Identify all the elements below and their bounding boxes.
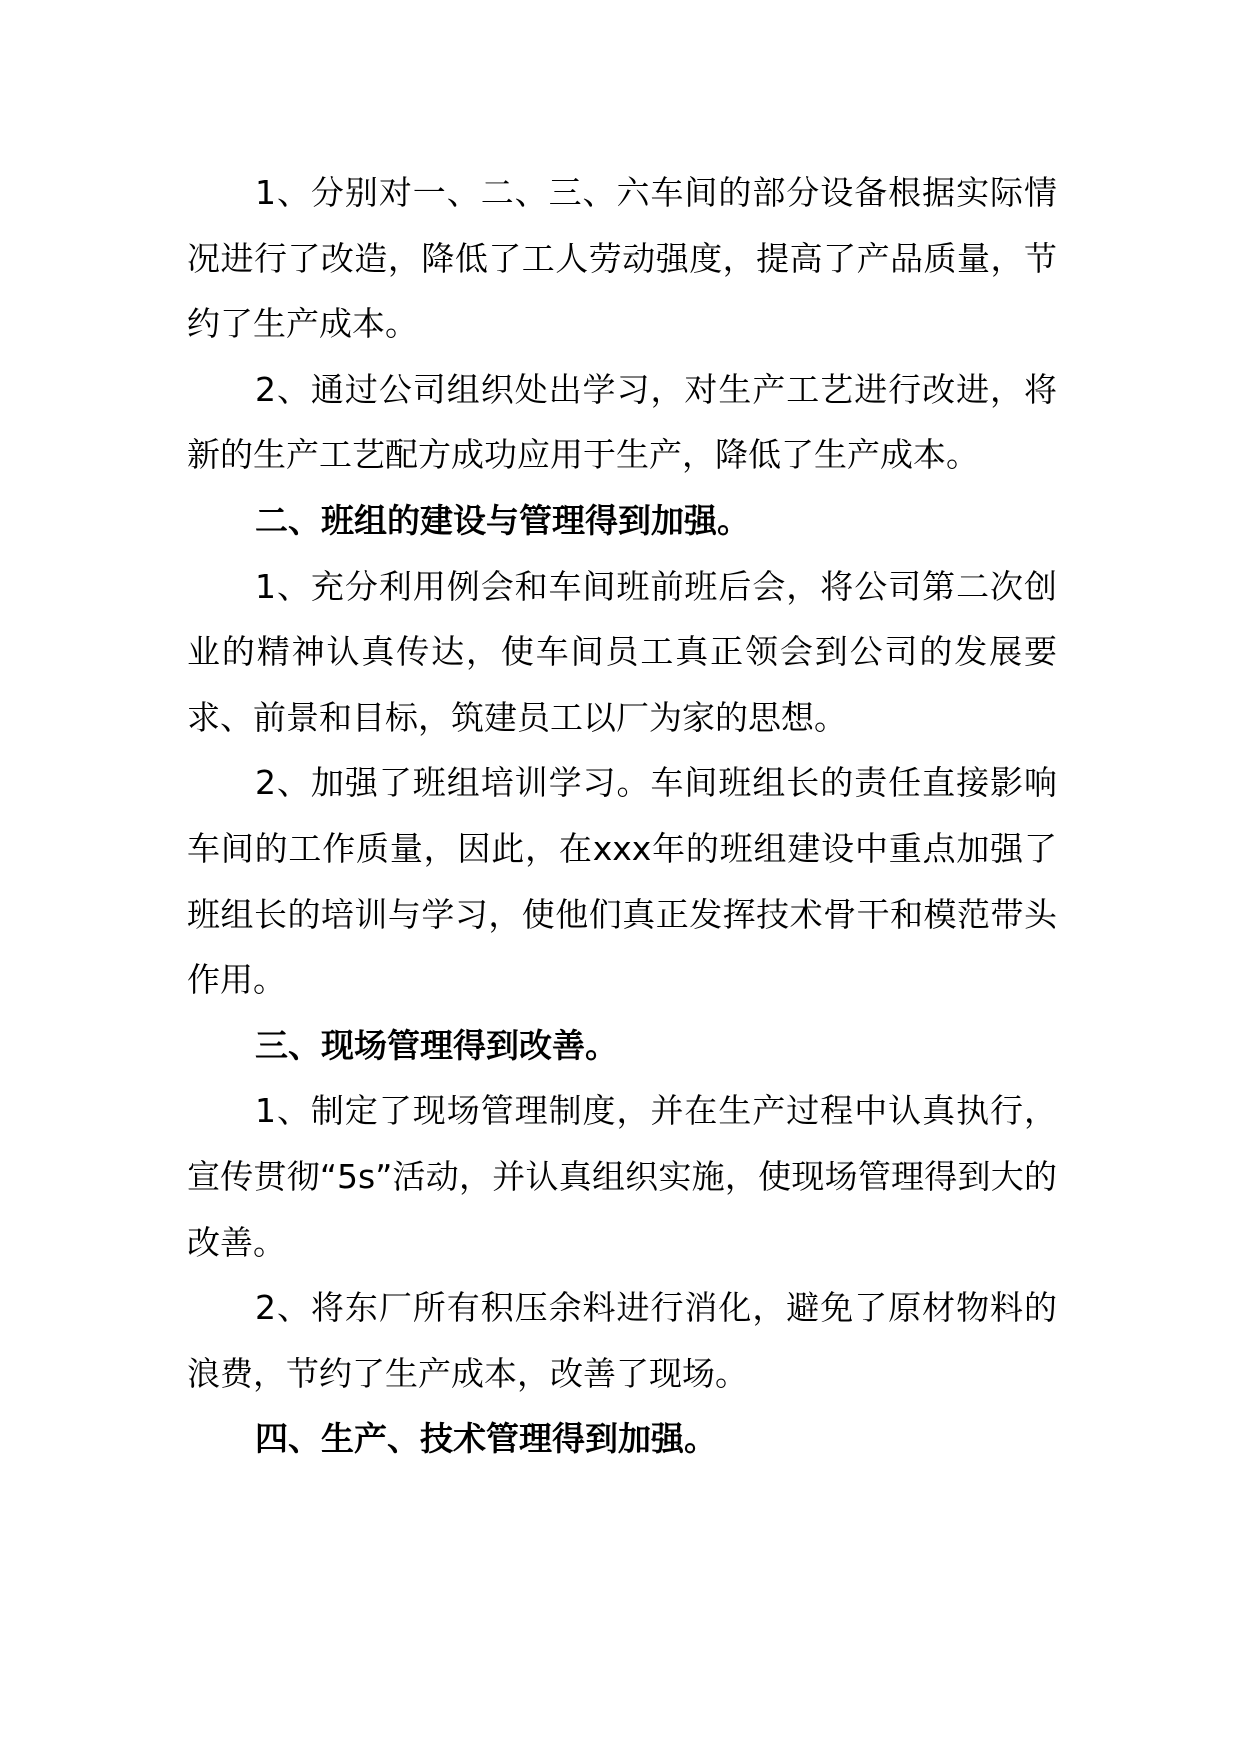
paragraph-meetings: 1、充分利用例会和车间班前班后会，将公司第二次创业的精神认真传达，使车间员工真正领会到公司的发展要求、前景和目标，筑建员工以厂为家的思想。 — [187, 566, 1057, 737]
document-body — [187, 160, 1057, 1472]
paragraph-process-improvement: 2、通过公司组织处出学习，对生产工艺进行改进，将新的生产工艺配方成功应用于生产，降低了生产成本。 — [187, 369, 1057, 475]
paragraph-equipment-renovation: 1、分别对一、二、三、六车间的部分设备根据实际情况进行了改造，降低了工人劳动强度，提高了产品质量，节约了生产成本。 — [187, 173, 1057, 344]
section-heading-production-technical: 四、生产、技术管理得到加强。 — [255, 1419, 717, 1459]
paragraph-surplus-materials: 2、将东厂所有积压余料进行消化，避免了原材物料的浪费，节约了生产成本，改善了现场。 — [187, 1288, 1057, 1393]
paragraph-site-rules: 1、制定了现场管理制度，并在生产过程中认真执行，宣传贯彻“5s”活动，并认真组织实施，使现场管理得到大的改善。 — [187, 1091, 1057, 1262]
section-heading-team-building: 二、班组的建设与管理得到加强。 — [255, 500, 750, 540]
section-heading-site-management: 三、现场管理得到改善。 — [255, 1025, 618, 1065]
paragraph-team-training: 2、加强了班组培训学习。车间班组长的责任直接影响车间的工作质量，因此，在xxx年的班组建设中重点加强了班组长的培训与学习，使他们真正发挥技术骨干和模范带头作用。 — [187, 763, 1057, 1000]
